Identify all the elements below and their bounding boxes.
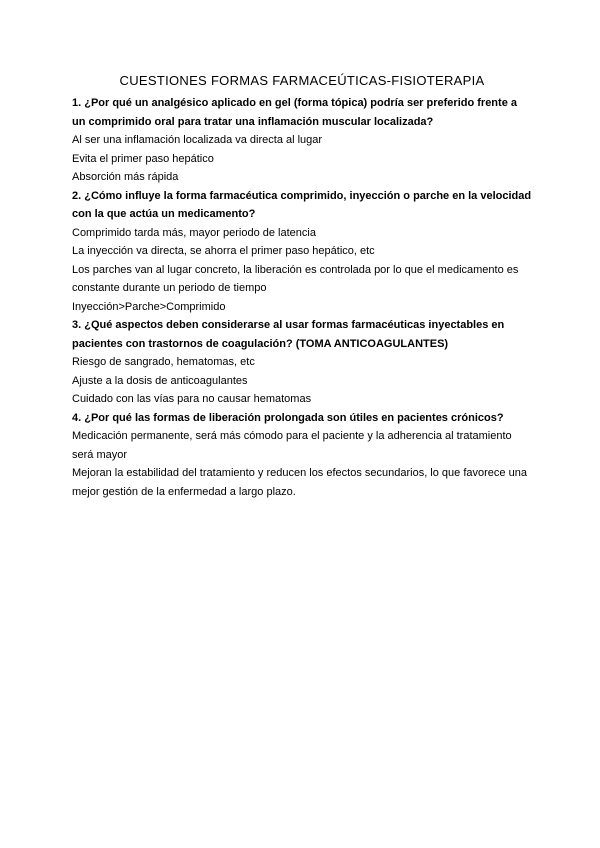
question-4: 4. ¿Por qué las formas de liberación prolongada son útiles en pacientes crónicos? xyxy=(72,411,504,424)
answer-2-3: Los parches van al lugar concreto, la liberación es controlada por lo que el medicamento es constante durante un periodo de tiempo xyxy=(72,263,519,294)
answer-1-2: Evita el primer paso hepático xyxy=(72,152,214,165)
answer-1-3: Absorción más rápida xyxy=(72,171,179,183)
answer-3-2: Ajuste a la dosis de anticoagulantes xyxy=(72,374,248,387)
answer-2-4: Inyección>Parche>Comprimido xyxy=(72,300,226,313)
answer-3-1: Riesgo de sangrado, hematomas, etc xyxy=(72,356,255,368)
page-title: CUESTIONES FORMAS FARMACEÚTICAS-FISIOTERAPIA xyxy=(119,73,485,88)
answer-1-1: Al ser una inflamación localizada va directa al lugar xyxy=(72,134,323,146)
document-content xyxy=(72,72,532,501)
question-2: 2. ¿Cómo influye la forma farmacéutica comprimido, inyección o parche en la velocidad con la que actúa un medicamento? xyxy=(72,189,532,220)
answer-2-1: Comprimido tarda más, mayor periodo de latencia xyxy=(72,226,316,239)
answer-4-1: Medicación permanente, será más cómodo para el paciente y la adherencia al tratamiento será mayor xyxy=(72,430,512,461)
answer-4-2: Mejoran la estabilidad del tratamiento y reducen los efectos secundarios, lo que favorece una mejor gestión de la enfermedad a largo plazo. xyxy=(72,467,527,498)
answer-2-2: La inyección va directa, se ahorra el primer paso hepático, etc xyxy=(72,245,375,257)
answer-3-3: Cuidado con las vías para no causar hematomas xyxy=(72,393,312,405)
question-3: 3. ¿Qué aspectos deben considerarse al usar formas farmacéuticas inyectables en pacientes con trastornos de coagulación? (TOMA ANTICOAGULANTES) xyxy=(72,319,505,350)
question-1: 1. ¿Por qué un analgésico aplicado en gel (forma tópica) podría ser preferido frente a un comprimido oral para tratar una inflamación muscular localizada? xyxy=(72,97,517,128)
